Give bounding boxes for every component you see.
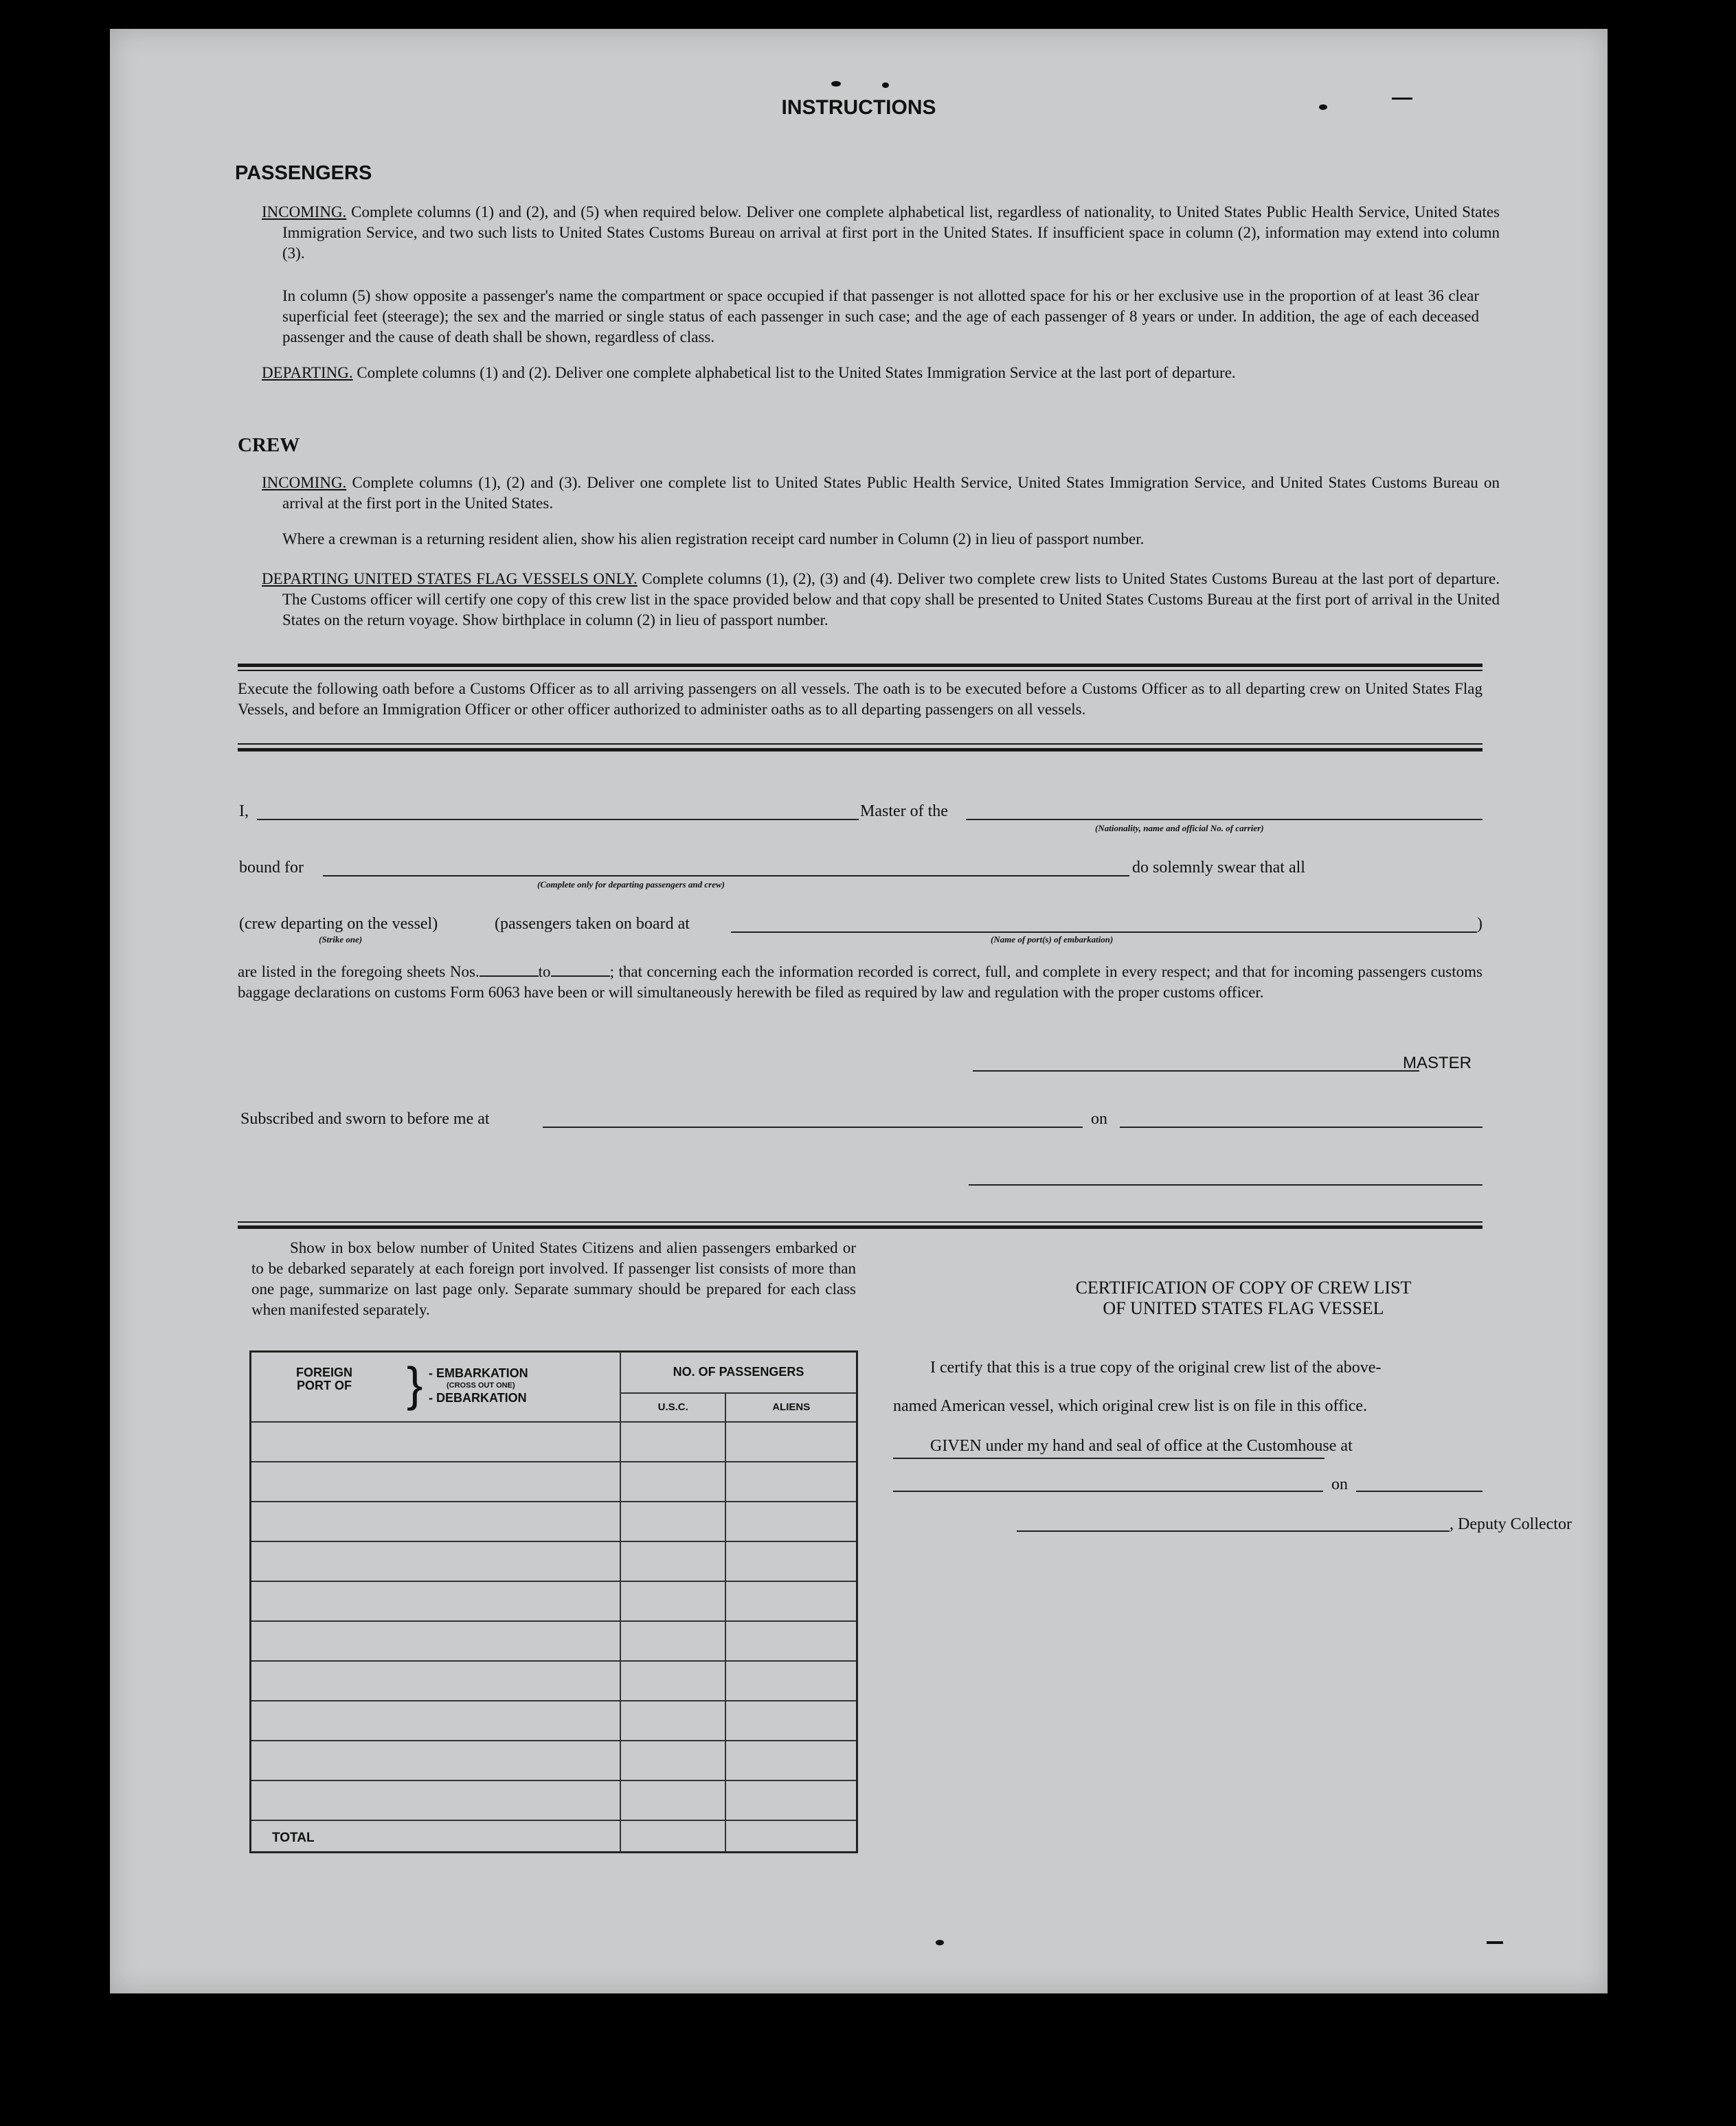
crew-departing-text: Complete columns (1), (2), (3) and (4). Deliver two complete crew lists to United States Customs Bureau at the last port of departure. The Customs officer will certify one copy of this crew list in the space provided below and that copy shall be presented to United States Customs Bureau at the first port of arrival in the United States on the return voyage. Show birthplace in column (2) in lieu of passport number. bbox=[282, 570, 1500, 629]
port-cell[interactable] bbox=[251, 1581, 621, 1621]
oath-instruction: Execute the following oath before a Customs Officer as to all arriving passengers on all vessels. The oath is to be executed before a Customs Officer as to all departing crew on United States Flag Vessels, and before an Immigration Officer or other officer authorized to administer oaths as to all departing passengers on all vessels. bbox=[238, 680, 1483, 718]
rule-top-thin bbox=[238, 670, 1483, 671]
aliens-cell[interactable] bbox=[725, 1661, 857, 1701]
passengers-incoming-paragraph bbox=[262, 202, 1500, 264]
port-cell[interactable] bbox=[251, 1661, 621, 1701]
sheet-from-field[interactable] bbox=[480, 975, 539, 977]
brace-icon: } bbox=[407, 1357, 423, 1411]
debarkation-option[interactable]: - DEBARKATION bbox=[429, 1391, 527, 1405]
passengers-column5-paragraph: In column (5) show opposite a passenger's name the compartment or space occupied if that passenger is not allotted space for his or her exclusive use in the proportion of at least 36 clear superficial feet (steerage); the sex and the married or single status of each passenger in such case; and the age of each passenger of 8 years or under. In addition, the age of each deceased passenger and the cause of death shall be shown, regardless of class. bbox=[282, 287, 1479, 346]
summary-instruction: Show in box below number of United States Citizens and alien passengers embarked or to be debarked separately at each foreign port involved. If passenger list consists of more than one page, summarize on last page only. Separate summary should be prepared for each class when manifested separately. bbox=[251, 1239, 856, 1318]
aliens-cell[interactable] bbox=[725, 1701, 857, 1741]
scan-speck bbox=[831, 81, 841, 87]
aliens-cell[interactable] bbox=[725, 1741, 857, 1780]
port-cell[interactable] bbox=[251, 1502, 621, 1541]
cert-on-label: on bbox=[1331, 1475, 1348, 1493]
certify-line1: I certify that this is a true copy of the original crew list of the above- bbox=[930, 1359, 1382, 1377]
port-cell[interactable] bbox=[251, 1462, 621, 1502]
swear-label: do solemnly swear that all bbox=[1132, 859, 1305, 877]
usc-cell[interactable] bbox=[620, 1462, 725, 1502]
certification-title-line2: OF UNITED STATES FLAG VESSEL bbox=[1103, 1298, 1384, 1318]
scan-speck bbox=[1392, 98, 1412, 100]
ports-hint: (Name of port(s) of embarkation) bbox=[991, 934, 1114, 945]
crew-incoming-text: Complete columns (1), (2) and (3). Deliver one complete list to United States Public Health Service, United States Immigration Service, and United States Customs Bureau on arrival at the first port in the United States. bbox=[282, 474, 1500, 512]
passengers-incoming-label: INCOMING. bbox=[262, 203, 347, 220]
usc-cell[interactable] bbox=[620, 1541, 725, 1581]
rule-mid-thick bbox=[238, 748, 1483, 751]
scan-speck bbox=[1319, 104, 1327, 110]
master-signature-field[interactable] bbox=[973, 1070, 1419, 1072]
nationality-hint: (Nationality, name and official No. of carrier) bbox=[1095, 823, 1264, 833]
rule-top-thick bbox=[238, 664, 1483, 667]
usc-cell[interactable] bbox=[620, 1422, 725, 1462]
port-cell[interactable] bbox=[251, 1422, 621, 1462]
certify-line2: named American vessel, which original crew list is on file in this office. bbox=[893, 1397, 1368, 1415]
sworn-date-field[interactable] bbox=[1120, 1127, 1483, 1128]
bound-for-label: bound for bbox=[239, 859, 304, 877]
usc-total-cell[interactable] bbox=[620, 1820, 725, 1853]
oath-listed-paragraph bbox=[238, 962, 1483, 1003]
total-label: TOTAL bbox=[251, 1820, 621, 1853]
usc-cell[interactable] bbox=[620, 1621, 725, 1661]
master-of-label: Master of the bbox=[860, 802, 948, 820]
cert-date-field[interactable] bbox=[1356, 1491, 1483, 1492]
aliens-cell[interactable] bbox=[725, 1422, 857, 1462]
usc-cell[interactable] bbox=[620, 1701, 725, 1741]
certification-title-line1: CERTIFICATION OF COPY OF CREW LIST bbox=[1075, 1278, 1412, 1298]
sheet-to-field[interactable] bbox=[551, 975, 610, 977]
passengers-departing-paragraph bbox=[262, 363, 1500, 383]
passengers-departing-text: Complete columns (1) and (2). Deliver one complete alphabetical list to the United States Immigration Service at the last port of departure. bbox=[357, 364, 1236, 381]
passengers-departing-label: DEPARTING. bbox=[262, 364, 353, 381]
listed-label: are listed in the foregoing sheets Nos. bbox=[238, 963, 480, 980]
port-cell[interactable] bbox=[251, 1780, 621, 1820]
port-cell[interactable] bbox=[251, 1541, 621, 1581]
rule-bottom-thick bbox=[238, 1225, 1483, 1229]
bound-for-field[interactable] bbox=[323, 875, 1129, 877]
port-cell[interactable] bbox=[251, 1741, 621, 1780]
rule-mid-thin bbox=[238, 743, 1483, 745]
to-label: to bbox=[538, 963, 551, 980]
officer-signature-field[interactable] bbox=[969, 1184, 1483, 1186]
foreign-port-label: FOREIGN PORT OF bbox=[295, 1366, 352, 1392]
close-paren: ) bbox=[1477, 915, 1483, 933]
listed-rest: ; that concerning each the information recorded is correct, full, and complete in every respect; and that for incoming passengers customs baggage declarations on customs Form 6063 have been or will simultaneously herewith be filed as required by law and regulation with the proper customs officer. bbox=[238, 963, 1483, 1001]
crew-incoming-paragraph bbox=[262, 473, 1500, 514]
crew-departing-label: DEPARTING UNITED STATES FLAG VESSELS ONLY. bbox=[262, 570, 638, 587]
aliens-cell[interactable] bbox=[725, 1780, 857, 1820]
usc-cell[interactable] bbox=[620, 1780, 725, 1820]
sworn-place-field[interactable] bbox=[543, 1127, 1083, 1128]
aliens-total-cell[interactable] bbox=[725, 1820, 857, 1853]
embarkation-ports-field[interactable] bbox=[731, 931, 1477, 933]
carrier-field[interactable] bbox=[966, 819, 1483, 820]
master-label: MASTER bbox=[1403, 1054, 1472, 1072]
customhouse-field-2[interactable] bbox=[893, 1491, 1323, 1492]
crew-incoming-label: INCOMING. bbox=[262, 474, 347, 491]
customhouse-field[interactable] bbox=[893, 1458, 1324, 1459]
port-cell[interactable] bbox=[251, 1621, 621, 1661]
bound-hint: (Complete only for departing passengers and crew) bbox=[537, 879, 725, 890]
scan-speck bbox=[936, 1940, 944, 1945]
aliens-cell[interactable] bbox=[725, 1621, 857, 1661]
document-sheet bbox=[110, 29, 1608, 1993]
scan-speck bbox=[882, 82, 889, 88]
oath-i-label: I, bbox=[239, 802, 249, 820]
strike-hint: (Strike one) bbox=[319, 934, 363, 945]
certification-title bbox=[900, 1278, 1587, 1319]
subscribed-label: Subscribed and sworn to before me at bbox=[240, 1110, 490, 1128]
embarkation-option[interactable]: - EMBARKATION bbox=[429, 1366, 528, 1380]
aliens-cell[interactable] bbox=[725, 1502, 857, 1541]
sworn-on-label: on bbox=[1091, 1110, 1107, 1128]
passengers-incoming-text: Complete columns (1) and (2), and (5) when required below. Deliver one complete alphabetical list, regardless of nationality, to United States Public Health Service, United States Immigration Service, and two such lists to United States Customs Bureau on arrival at first port in the United States. If insufficient space in column (2), information may extend into column (3). bbox=[282, 203, 1500, 262]
usc-cell[interactable] bbox=[620, 1581, 725, 1621]
passengers-taken-label[interactable]: (passengers taken on board at bbox=[495, 915, 690, 933]
rule-bottom-thin bbox=[238, 1221, 1483, 1223]
scan-speck bbox=[1487, 1941, 1503, 1944]
crew-heading: CREW bbox=[238, 434, 300, 456]
usc-cell[interactable] bbox=[620, 1502, 725, 1541]
port-cell[interactable] bbox=[251, 1701, 621, 1741]
deputy-collector-label: , Deputy Collector bbox=[1450, 1515, 1572, 1533]
usc-cell[interactable] bbox=[620, 1741, 725, 1780]
usc-header: U.S.C. bbox=[620, 1393, 725, 1422]
usc-cell[interactable] bbox=[620, 1661, 725, 1701]
master-name-field[interactable] bbox=[257, 819, 859, 820]
crew-alien-paragraph: Where a crewman is a returning resident alien, show his alien registration receipt card number in Column (2) in lieu of passport number. bbox=[282, 530, 1145, 547]
crew-departing-label[interactable]: (crew departing on the vessel) bbox=[239, 915, 438, 933]
aliens-cell[interactable] bbox=[725, 1462, 857, 1502]
passengers-heading: PASSENGERS bbox=[235, 162, 372, 184]
crew-departing-paragraph bbox=[262, 569, 1500, 631]
aliens-cell[interactable] bbox=[725, 1541, 857, 1581]
cross-out-hint: (CROSS OUT ONE) bbox=[447, 1381, 515, 1390]
given-text: GIVEN under my hand and seal of office at the Customhouse at bbox=[930, 1437, 1353, 1455]
foreign-port-header bbox=[251, 1352, 621, 1422]
aliens-cell[interactable] bbox=[725, 1581, 857, 1621]
passenger-summary-table bbox=[249, 1350, 858, 1853]
page-title: INSTRUCTIONS bbox=[781, 96, 936, 119]
no-of-passengers-header: NO. OF PASSENGERS bbox=[620, 1352, 857, 1393]
aliens-header: ALIENS bbox=[725, 1393, 857, 1422]
deputy-signature-field[interactable] bbox=[1017, 1530, 1450, 1532]
